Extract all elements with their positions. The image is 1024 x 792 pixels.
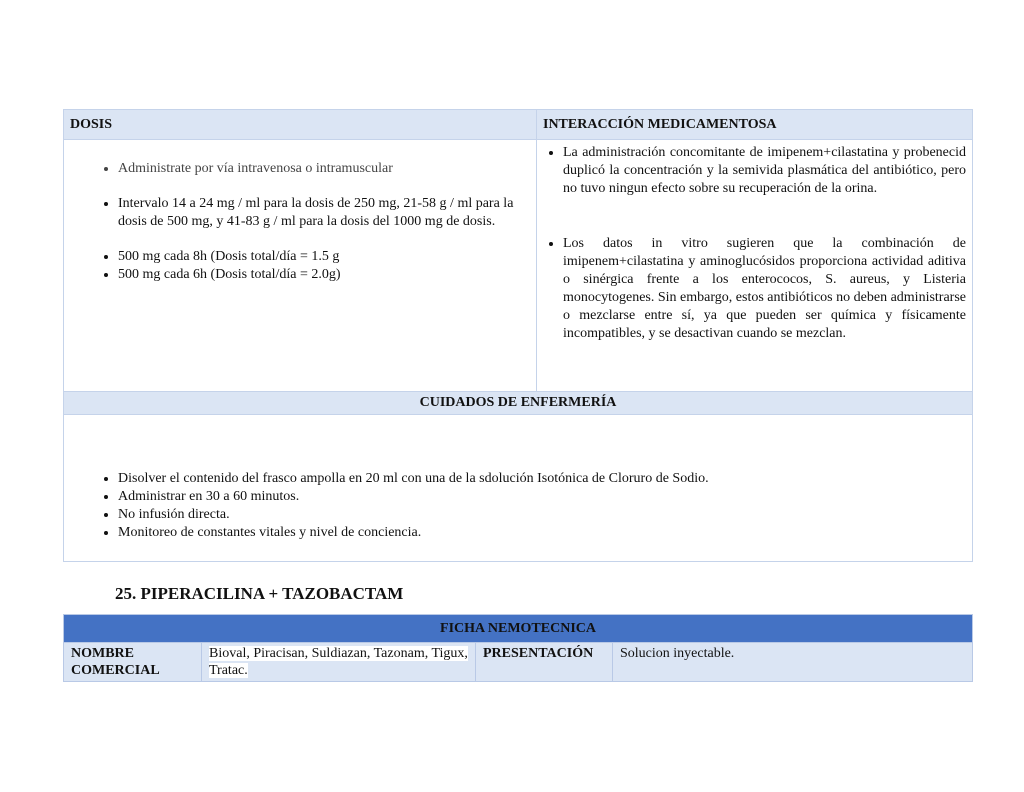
nombre-label: NOMBRE COMERCIAL <box>64 643 202 682</box>
presentacion-value: Solucion inyectable. <box>613 643 973 682</box>
list-item: • Intervalo 14 a 24 mg / ml para la dosis de 250 mg, 21-58 g / ml para la dosis de 500 mg, y 41-83 g / ml para la dosis del 1000 mg de dosis. <box>118 195 524 231</box>
list-item: • Los datos in vitro sugieren que la combinación de imipenem+cilastatina y aminoglucósidos proporciona actividad aditiva o sinérgica frente a los enterococos, S. aureus, y Listeria monocytogenes. Sin embargo, estos antibióticos no deben administrarse o mezclarse entre sí, ya que pueden ser química y físicamente incompatibles, y se desactivan cuando se mezclan. <box>563 235 966 343</box>
interaccion-list <box>537 140 972 343</box>
list-item: • 500 mg cada 6h (Dosis total/día = 2.0g) <box>118 266 524 284</box>
ficha-table <box>63 614 973 682</box>
ficha-header: FICHA NEMOTECNICA <box>64 615 973 643</box>
list-item: • Administrate por vía intravenosa o intramuscular <box>118 160 524 178</box>
list-item: • 500 mg cada 8h (Dosis total/día = 1.5 g <box>118 248 524 266</box>
dosis-cell <box>64 140 537 392</box>
list-item: • Administrar en 30 a 60 minutos. <box>118 488 972 506</box>
dosis-list <box>64 140 536 284</box>
dosis-header: DOSIS <box>64 110 537 140</box>
interaccion-cell <box>537 140 973 392</box>
section-title: 25. PIPERACILINA + TAZOBACTAM <box>115 584 404 603</box>
nombre-value: Bioval, Piracisan, Suldiazan, Tazonam, Tigux, Tratac. <box>209 646 468 678</box>
cuidados-cell <box>64 415 973 562</box>
list-item: • Disolver el contenido del frasco ampolla en 20 ml con una de la sdolución Isotónica de Cloruro de Sodio. <box>118 470 972 488</box>
presentacion-label: PRESENTACIÓN <box>476 643 613 682</box>
list-item: • No infusión directa. <box>118 506 972 524</box>
list-item: • La administración concomitante de imipenem+cilastatina y probenecid duplicó la concentración y la semivida plasmática del antibiótico, pero no tuvo ningun efecto sobre su recuperación de la orina. <box>563 144 966 198</box>
list-item: • Monitoreo de constantes vitales y nivel de conciencia. <box>118 524 972 542</box>
cuidados-header: CUIDADOS DE ENFERMERÍA <box>64 392 973 415</box>
dosis-interaccion-table <box>63 109 973 562</box>
interaccion-header: INTERACCIÓN MEDICAMENTOSA <box>537 110 973 140</box>
nombre-value-cell <box>202 643 476 682</box>
cuidados-list <box>64 415 972 542</box>
